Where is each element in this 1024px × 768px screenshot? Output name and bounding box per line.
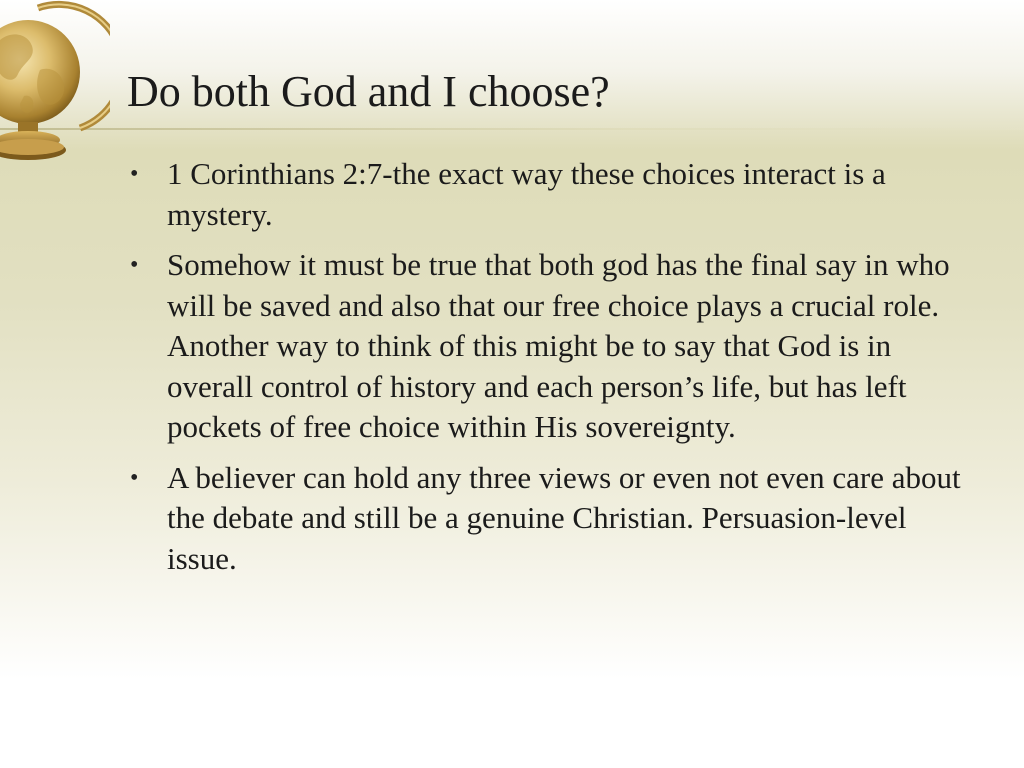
bullet-text: A believer can hold any three views or even not even care about the debate and still be a genuine Christian. Persuasion-level issue.	[167, 459, 961, 576]
title-divider	[0, 128, 1024, 130]
bullet-dot: •	[130, 464, 139, 491]
globe-icon	[0, 0, 110, 175]
bullet-item	[130, 458, 970, 580]
bullet-item	[130, 245, 970, 448]
bullet-text: 1 Corinthians 2:7-the exact way these choices interact is a mystery.	[167, 156, 886, 232]
bullet-dot: •	[130, 252, 139, 278]
slide-title: Do both God and I choose?	[127, 67, 610, 116]
bullet-list	[130, 154, 970, 589]
bullet-text: Somehow it must be true that both god has the final say in who will be saved and also that our free choice plays a crucial role. Another way to think of this might be to say that God is in overall control of history and each person’s life, but has left pockets of free choice within His sovereignty.	[167, 247, 950, 444]
bullet-item	[130, 154, 970, 235]
bullet-dot: •	[130, 161, 139, 187]
